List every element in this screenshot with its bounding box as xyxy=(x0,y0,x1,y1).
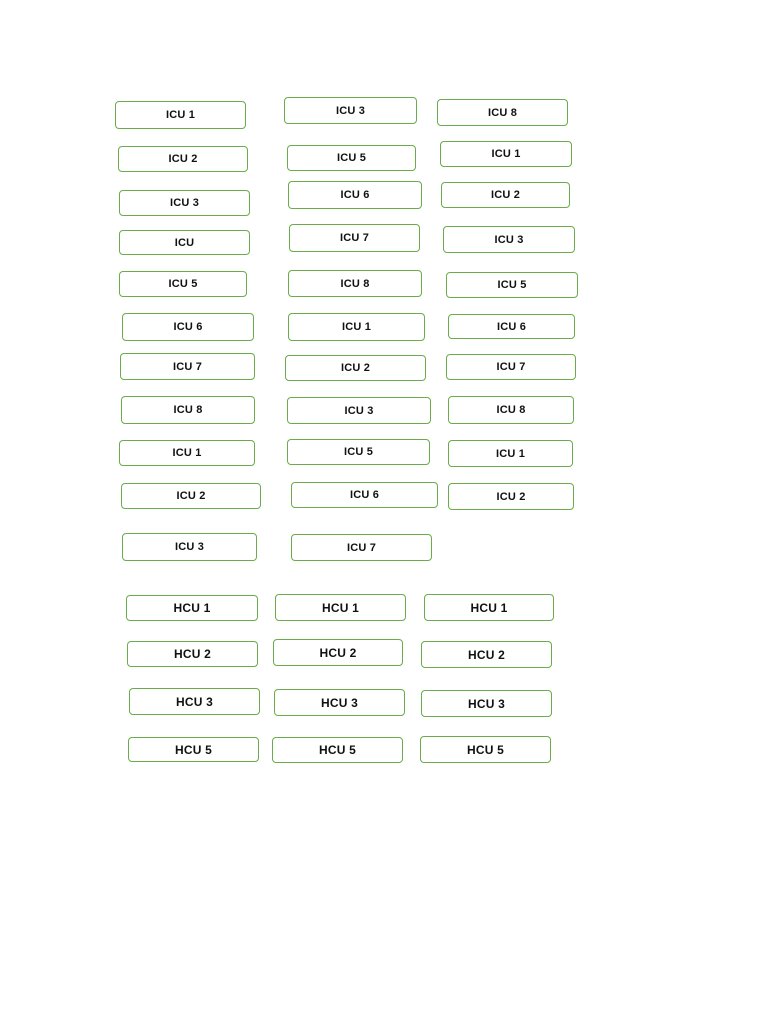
hcu-label-9: HCU 3 xyxy=(421,690,552,717)
hcu-label-6: HCU 2 xyxy=(421,641,552,668)
icu-label-20: ICU 2 xyxy=(285,355,426,381)
hcu-label-2: HCU 1 xyxy=(275,594,406,621)
hcu-label-5: HCU 2 xyxy=(273,639,403,666)
icu-label-6: ICU 1 xyxy=(440,141,572,167)
icu-label-1: ICU 1 xyxy=(115,101,246,129)
icu-label-8: ICU 6 xyxy=(288,181,422,209)
icu-label-10: ICU xyxy=(119,230,250,255)
icu-label-26: ICU 5 xyxy=(287,439,430,465)
icu-label-16: ICU 6 xyxy=(122,313,254,341)
hcu-label-1: HCU 1 xyxy=(126,595,258,621)
hcu-label-4: HCU 2 xyxy=(127,641,258,667)
icu-label-24: ICU 8 xyxy=(448,396,574,424)
icu-label-15: ICU 5 xyxy=(446,272,578,298)
icu-label-32: ICU 7 xyxy=(291,534,432,561)
hcu-label-8: HCU 3 xyxy=(274,689,405,716)
icu-label-21: ICU 7 xyxy=(446,354,576,380)
icu-label-13: ICU 5 xyxy=(119,271,247,297)
icu-label-31: ICU 3 xyxy=(122,533,257,561)
icu-label-17: ICU 1 xyxy=(288,313,425,341)
hcu-label-11: HCU 5 xyxy=(272,737,403,763)
icu-label-3: ICU 8 xyxy=(437,99,568,126)
icu-label-19: ICU 7 xyxy=(120,353,255,380)
icu-label-2: ICU 3 xyxy=(284,97,417,124)
icu-label-12: ICU 3 xyxy=(443,226,575,253)
hcu-label-7: HCU 3 xyxy=(129,688,260,715)
icu-label-11: ICU 7 xyxy=(289,224,420,252)
hcu-label-12: HCU 5 xyxy=(420,736,551,763)
icu-label-29: ICU 6 xyxy=(291,482,438,508)
icu-label-25: ICU 1 xyxy=(119,440,255,466)
hcu-label-10: HCU 5 xyxy=(128,737,259,762)
icu-label-28: ICU 2 xyxy=(121,483,261,509)
icu-label-27: ICU 1 xyxy=(448,440,573,467)
icu-label-4: ICU 2 xyxy=(118,146,248,172)
icu-label-9: ICU 2 xyxy=(441,182,570,208)
hcu-label-3: HCU 1 xyxy=(424,594,554,621)
icu-label-7: ICU 3 xyxy=(119,190,250,216)
icu-label-18: ICU 6 xyxy=(448,314,575,339)
icu-label-14: ICU 8 xyxy=(288,270,422,297)
icu-label-23: ICU 3 xyxy=(287,397,431,424)
icu-label-5: ICU 5 xyxy=(287,145,416,171)
icu-label-30: ICU 2 xyxy=(448,483,574,510)
icu-label-22: ICU 8 xyxy=(121,396,255,424)
